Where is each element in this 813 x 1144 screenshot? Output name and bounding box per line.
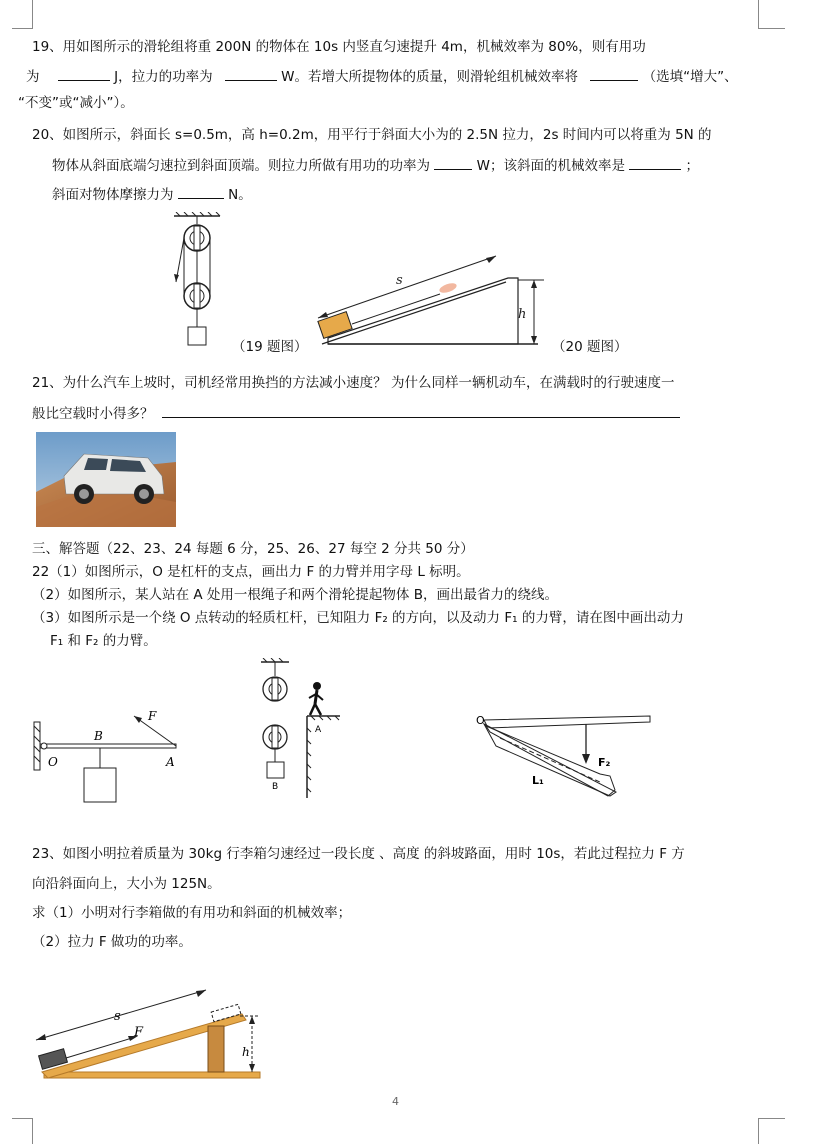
q20-line2 [52, 155, 699, 175]
fig22b-label-B: B [272, 782, 279, 792]
fig22b-pulley-person-diagram [255, 658, 350, 798]
q23-line2: 向沿斜面向上，大小为 125N。 [32, 876, 221, 892]
q20-blank-efficiency[interactable] [629, 155, 681, 170]
q21-line1: 21、为什么汽车上坡时，司机经常用换挡的方法减小速度？ 为什么同样一辆机动车，在满载时的行驶速度一 [32, 375, 675, 391]
crop-mark-top-left [12, 0, 33, 29]
q19-blank-useful-work[interactable] [58, 66, 110, 81]
fig20-label-s: s [396, 273, 403, 288]
q23-line1: 23、如图小明拉着质量为 30kg 行李箱匀速经过一段长度 、高度 的斜坡路面，用时 10s，若此过程拉力 F 方 [32, 846, 685, 862]
person-icon [309, 682, 323, 715]
q19-line1: 19、用如图所示的滑轮组将重 200N 的物体在 10s 内竖直匀速提升 4m，机械效率为 80%，则有用功 [32, 39, 646, 55]
q19-line3: “不变”或“减小”）。 [18, 95, 134, 111]
q20-blank-useful-power[interactable] [434, 155, 472, 170]
suv-on-slope-photo [36, 432, 176, 527]
q19-text-c: W。若增大所提物体的质量，则滑轮组机械效率将 [281, 69, 579, 85]
fig20-caption: （20 题图） [552, 339, 628, 355]
crop-mark-bottom-right [758, 1118, 785, 1144]
fig23-label-h: h [242, 1045, 250, 1059]
fig22c-bent-lever-diagram [470, 708, 660, 808]
q19-blank-efficiency-change[interactable] [590, 66, 638, 81]
fig22a-lever-diagram [30, 700, 190, 810]
q22-part3-line1: （3）如图所示是一个绕 O 点转动的轻质杠杆，已知阻力 F₂ 的方向，以及动力 F₁ 的力臂，请在图中画出动力 [32, 610, 684, 626]
fig22c-label-L1: L₁ [532, 774, 544, 787]
q20-text-b: W；该斜面的机械效率是 [476, 158, 625, 174]
crop-mark-bottom-left [12, 1118, 33, 1144]
fig22c-label-O: O [476, 714, 485, 727]
fig23-label-F: F [134, 1025, 144, 1040]
fig20-incline-diagram [308, 238, 558, 353]
fig23-ramp-suitcase-diagram [30, 980, 270, 1085]
q21-line2 [32, 403, 680, 423]
fig22b-label-A: A [315, 725, 322, 735]
q20-blank-friction[interactable] [178, 184, 224, 199]
fig19-caption: （19 题图） [232, 339, 308, 355]
q22-part3-line2: F₁ 和 F₂ 的力臂。 [50, 633, 157, 649]
q22-part2: （2）如图所示，某人站在 A 处用一根绳子和两个滑轮提起物体 B，画出最省力的绕线。 [32, 587, 558, 603]
fig22a-label-B: B [94, 729, 103, 743]
fig22a-label-F: F [148, 709, 157, 723]
q23-line3: 求（1）小明对行李箱做的有用功和斜面的机械效率； [32, 905, 352, 921]
q19-text-a: 为 [26, 69, 40, 85]
q20-text-a: 物体从斜面底端匀速拉到斜面顶端。则拉力所做有用功的功率为 [52, 158, 430, 174]
q20-line3 [52, 184, 252, 204]
q23-line4: （2）拉力 F 做功的功率。 [32, 934, 192, 950]
q21-text: 般比空载时小得多？ [32, 406, 154, 422]
q22-part1: 22（1）如图所示，O 是杠杆的支点，画出力 F 的力臂并用字母 L 标明。 [32, 564, 470, 580]
q19-text-d: （选填“增大”、 [642, 69, 738, 85]
q20-text-c: ； [685, 158, 700, 174]
q20-text-a3: 斜面对物体摩擦力为 [52, 187, 174, 203]
q20-text-b3: N。 [228, 187, 252, 203]
q19-line2 [26, 66, 738, 86]
crop-mark-top-right [758, 0, 785, 29]
fig20-label-h: h [518, 307, 527, 322]
q19-blank-power[interactable] [225, 66, 277, 81]
q19-text-b: J，拉力的功率为 [114, 69, 213, 85]
fig22a-label-O: O [48, 755, 58, 769]
page-number: 4 [392, 1095, 399, 1108]
q20-line1: 20、如图所示，斜面长 s=0.5m，高 h=0.2m，用平行于斜面大小为的 2.5N 拉力，2s 时间内可以将重为 5N 的 [32, 127, 712, 143]
fig22a-label-A: A [166, 755, 175, 769]
fig23-label-s: s [114, 1009, 121, 1024]
section3-heading: 三、解答题（22、23、24 每题 6 分，25、26、27 每空 2 分共 50 分） [32, 541, 474, 557]
q21-answer-line[interactable] [162, 403, 680, 418]
fig19-pulley-diagram [168, 212, 238, 352]
fig22c-label-F2: F₂ [598, 756, 611, 769]
